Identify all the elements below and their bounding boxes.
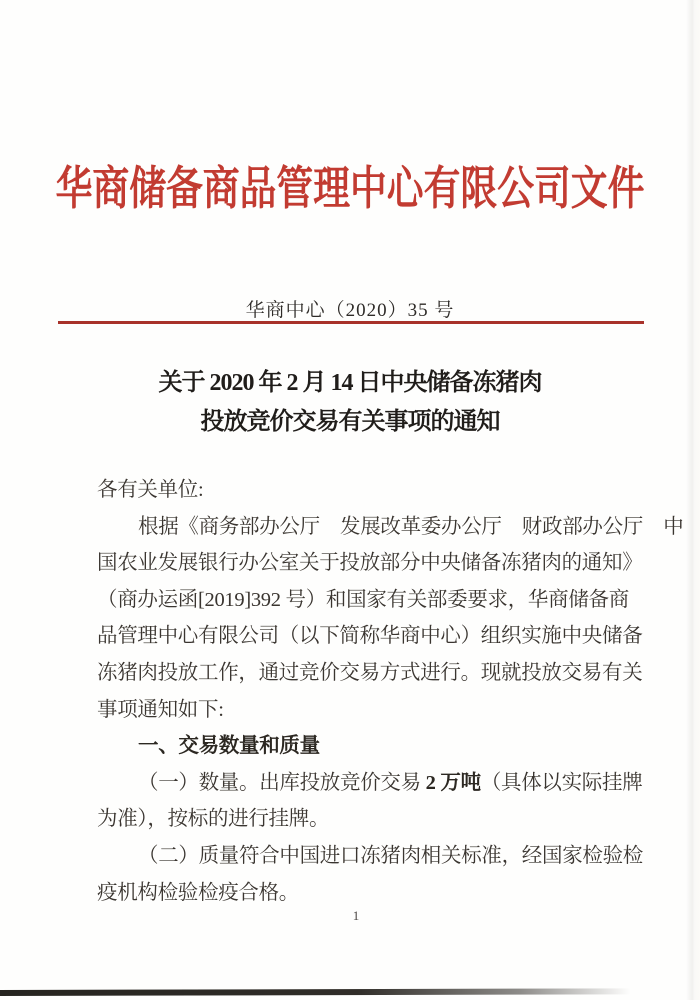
document-body [97, 472, 684, 911]
scan-edge-bottom [0, 988, 650, 996]
body-line: 事项通知如下: [97, 698, 224, 721]
red-divider-line [58, 321, 644, 324]
body-line: 冻猪肉投放工作，通过竞价交易方式进行。现就投放交易有关 [97, 661, 643, 684]
body-line-bold-quantity: 2 万吨 [425, 771, 481, 794]
document-title-line2: 投放竞价交易有关事项的通知 [200, 409, 500, 435]
body-line: （商办运函[2019]392 号）和国家有关部委要求，华商储备商 [97, 588, 629, 611]
body-line-segment: （一）数量。出库投放竞价交易 [138, 771, 426, 794]
body-line: 品管理中心有限公司（以下简称华商中心）组织实施中央储备 [97, 625, 643, 648]
body-line-segment: （具体以实际挂牌 [480, 771, 643, 794]
salutation: 各有关单位: [97, 479, 204, 501]
document-title-line1: 关于 2020 年 2 月 14 日中央储备冻猪肉 [158, 370, 542, 396]
body-line: 国农业发展银行办公室关于投放部分中央储备冻猪肉的通知》 [97, 552, 643, 575]
section-heading: 一、交易数量和质量 [138, 735, 320, 758]
scan-edge-right [686, 0, 700, 1000]
body-line [97, 765, 649, 802]
letterhead-title: 华商储备商品管理中心有限公司文件 [55, 163, 645, 214]
body-line: 根据《商务部办公厅 发展改革委办公厅 财政部办公厅 中 [138, 515, 684, 538]
body-line: 疫机构检验检疫合格。 [97, 881, 299, 904]
document-title [0, 364, 700, 442]
page-number: 1 [352, 908, 360, 923]
body-line: （二）质量符合中国进口冻猪肉相关标准，经国家检验检 [138, 844, 643, 867]
document-number: 华商中心（2020）35 号 [245, 300, 455, 321]
body-line: 为准），按标的进行挂牌。 [97, 808, 330, 831]
